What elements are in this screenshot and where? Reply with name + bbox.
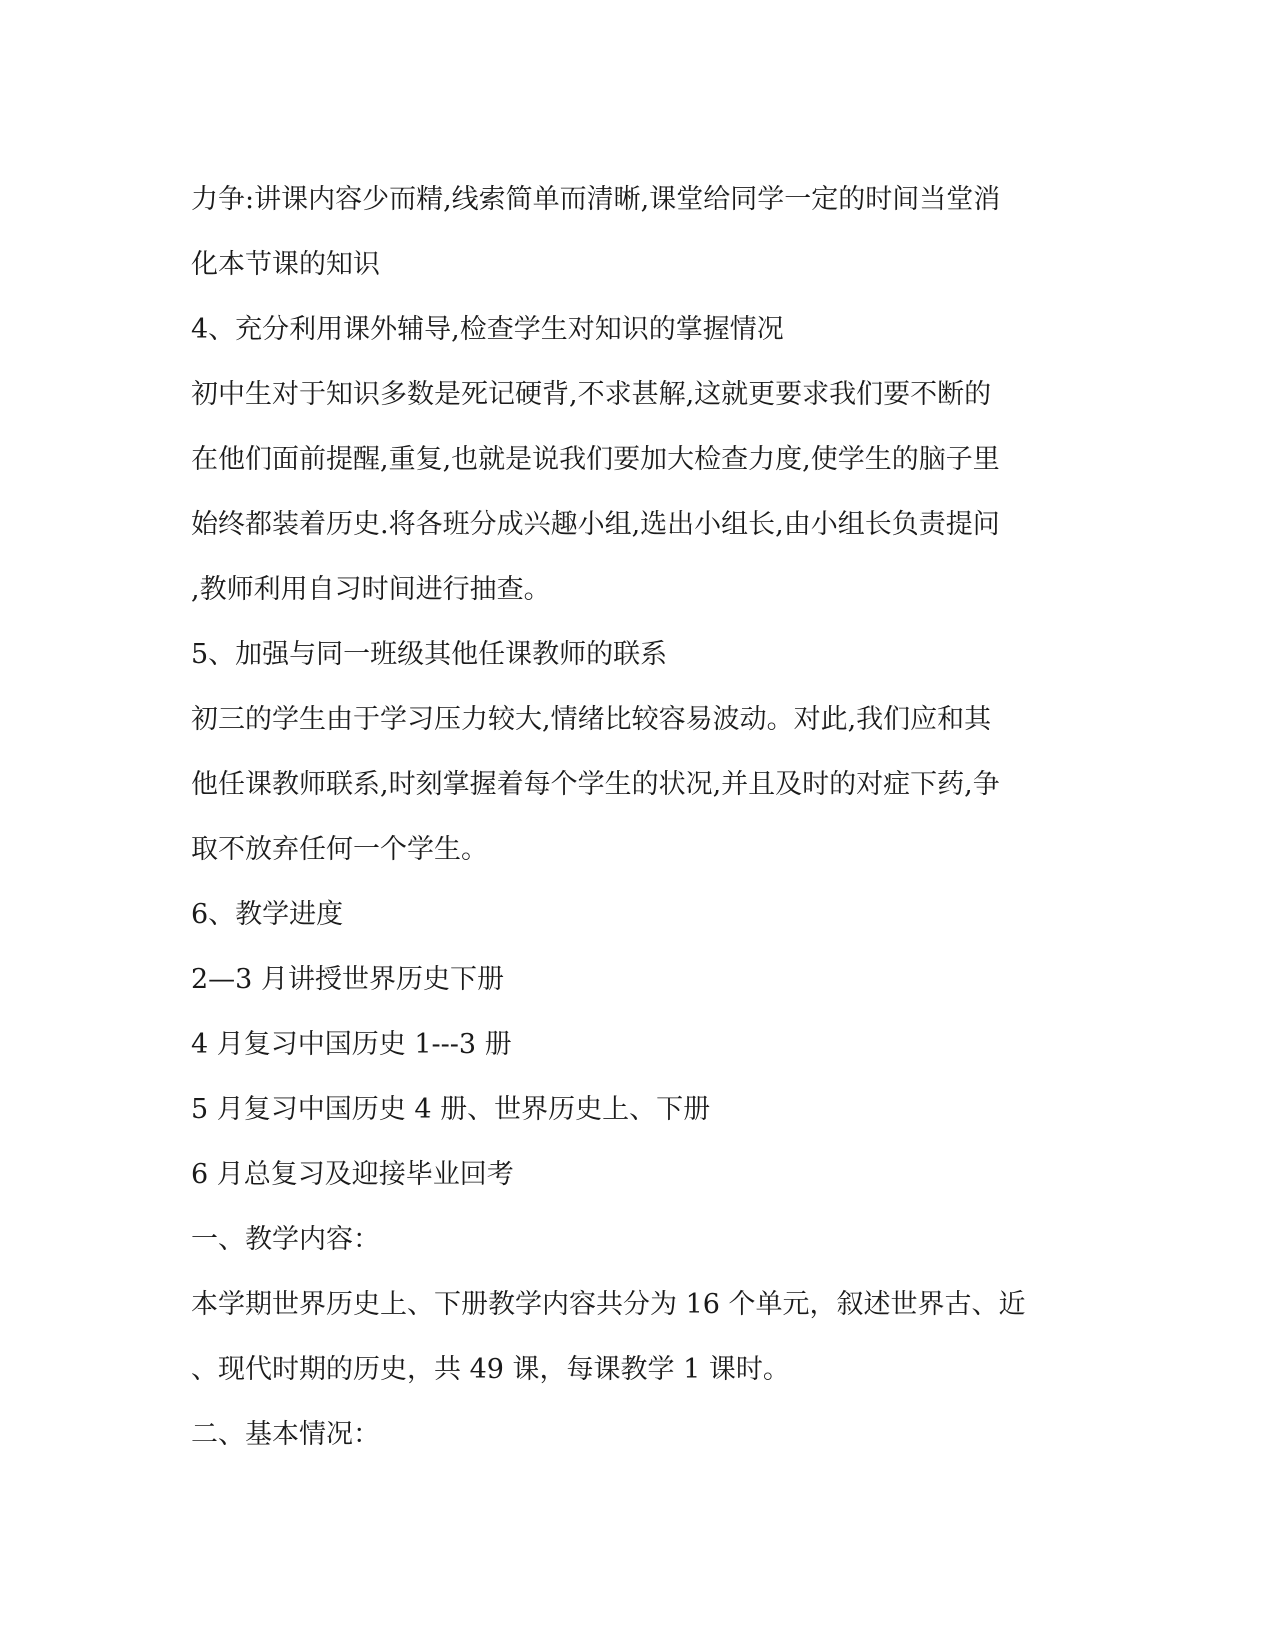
text-line-6: 始终都装着历史.将各班分成兴趣小组,选出小组长,由小组长负责提问 [191,509,1000,540]
document-body [191,167,1091,1467]
schedule-item-3: 5 月复习中国历史 4 册、世界历史上、下册 [191,1094,711,1125]
text-line-1: 力争:讲课内容少而精,线索简单而清晰,课堂给同学一定的时间当堂消 [191,184,1001,215]
text-line-11: 取不放弃任何一个学生。 [191,834,488,865]
section-heading-6: 6、教学进度 [191,899,344,930]
text-line-18: 本学期世界历史上、下册教学内容共分为 16 个单元，叙述世界古、近 [191,1289,1026,1320]
schedule-item-2: 4 月复习中国历史 1---3 册 [191,1029,512,1060]
text-line-4: 初中生对于知识多数是死记硬背,不求甚解,这就更要求我们要不断的 [191,379,992,410]
text-line-2: 化本节课的知识 [191,249,380,280]
schedule-item-1: 2—3 月讲授世界历史下册 [191,964,504,995]
section-heading-teaching-content: 一、教学内容： [191,1224,380,1255]
schedule-item-4: 6 月总复习及迎接毕业回考 [191,1159,514,1190]
text-line-10: 他任课教师联系,时刻掌握着每个学生的状况,并且及时的对症下药,争 [191,769,1000,800]
section-heading-basic-situation: 二、基本情况： [191,1419,380,1450]
section-heading-4: 4、充分利用课外辅导,检查学生对知识的掌握情况 [191,314,784,345]
text-line-9: 初三的学生由于学习压力较大,情绪比较容易波动。对此,我们应和其 [191,704,992,735]
text-line-5: 在他们面前提醒,重复,也就是说我们要加大检查力度,使学生的脑子里 [191,444,1000,475]
text-line-7: ,教师利用自习时间进行抽查。 [191,574,551,605]
section-heading-5: 5、加强与同一班级其他任课教师的联系 [191,639,668,670]
text-line-19: 、现代时期的历史，共 49 课，每课教学 1 课时。 [191,1354,790,1385]
